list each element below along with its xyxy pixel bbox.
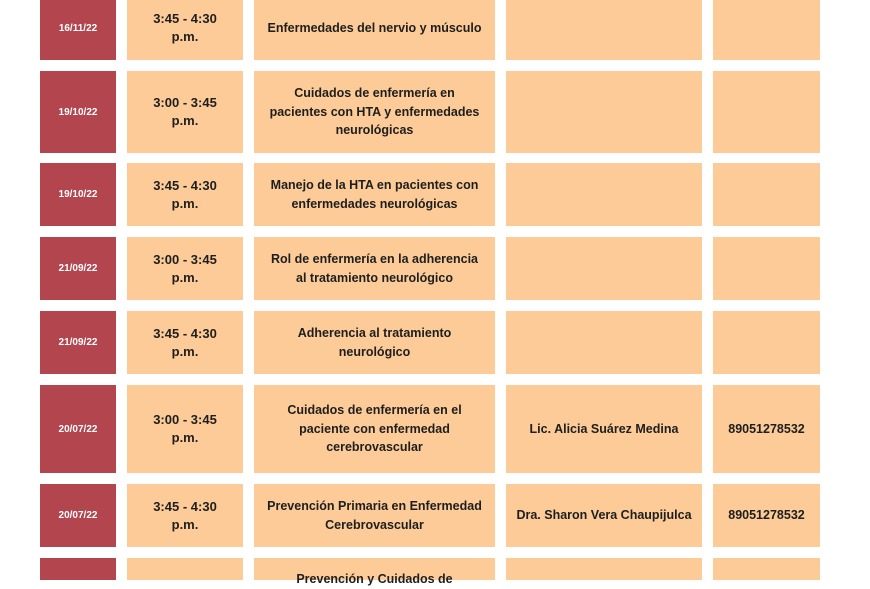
phone-cell [713, 163, 820, 226]
speaker-cell [506, 237, 702, 300]
time-cell: 3:00 - 3:45 p.m. [127, 237, 243, 300]
topic-cell: Cuidados de enfermería en pacientes con HTA y enfermedades neurológicas [254, 71, 495, 153]
date-cell: 21/09/22 [40, 311, 116, 374]
date-cell [40, 558, 116, 580]
table-row [0, 237, 870, 300]
topic-cell: Cuidados de enfermería en el paciente con enfermedad cerebrovascular [254, 385, 495, 473]
phone-cell [713, 311, 820, 374]
time-cell: 3:00 - 3:45 p.m. [127, 71, 243, 153]
phone-cell [713, 558, 820, 580]
phone-cell [713, 0, 820, 60]
date-cell: 19/10/22 [40, 71, 116, 153]
date-cell: 19/10/22 [40, 163, 116, 226]
table-row [0, 558, 870, 586]
date-cell: 20/07/22 [40, 385, 116, 473]
time-cell: 3:45 - 4:30 p.m. [127, 484, 243, 547]
time-cell: 3:45 - 4:30 p.m. [127, 311, 243, 374]
table-row [0, 0, 870, 60]
speaker-cell: Lic. Alicia Suárez Medina [506, 385, 702, 473]
time-cell: 3:45 - 4:30 p.m. [127, 163, 243, 226]
time-cell [127, 558, 243, 580]
speaker-cell [506, 311, 702, 374]
phone-cell [713, 237, 820, 300]
speaker-cell [506, 0, 702, 60]
speaker-cell [506, 71, 702, 153]
phone-cell [713, 71, 820, 153]
topic-cell: Enfermedades del nervio y músculo [254, 0, 495, 60]
time-cell: 3:00 - 3:45 p.m. [127, 385, 243, 473]
date-cell: 20/07/22 [40, 484, 116, 547]
table-row [0, 163, 870, 226]
topic-cell: Prevención y Cuidados de [254, 558, 495, 580]
time-cell: 3:45 - 4:30 p.m. [127, 0, 243, 60]
date-cell: 16/11/22 [40, 0, 116, 60]
table-row [0, 385, 870, 473]
speaker-cell [506, 163, 702, 226]
phone-cell: 89051278532 [713, 484, 820, 547]
topic-cell: Adherencia al tratamiento neurológico [254, 311, 495, 374]
date-cell: 21/09/22 [40, 237, 116, 300]
phone-cell: 89051278532 [713, 385, 820, 473]
table-row [0, 484, 870, 547]
topic-cell: Rol de enfermería en la adherencia al tratamiento neurológico [254, 237, 495, 300]
table-row [0, 311, 870, 374]
table-row [0, 71, 870, 153]
topic-cell: Prevención Primaria en Enfermedad Cerebrovascular [254, 484, 495, 547]
topic-cell: Manejo de la HTA en pacientes con enfermedades neurológicas [254, 163, 495, 226]
speaker-cell [506, 558, 702, 580]
speaker-cell: Dra. Sharon Vera Chaupijulca [506, 484, 702, 547]
